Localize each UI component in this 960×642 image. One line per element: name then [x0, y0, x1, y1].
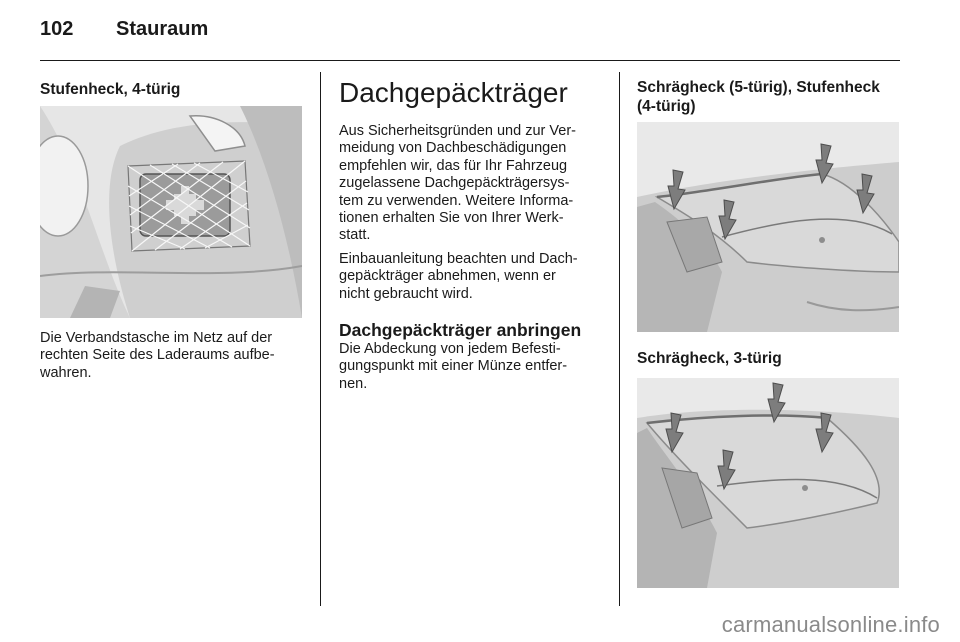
column-separator-1	[320, 72, 321, 606]
roof-rack-install-paragraph: Einbauanleitung beachten und Dach- gepäckträger abnehmen, wenn er nicht gebraucht wird.	[339, 251, 578, 302]
trunk-section-heading: Stufenheck, 4-türig	[40, 81, 181, 98]
watermark: carmanualsonline.info	[721, 612, 940, 637]
roof-rack-title: Dachgepäckträger	[339, 77, 568, 108]
roof-rack-mount-paragraph: Die Abdeckung von jedem Befesti- gungspunkt mit einer Münze entfer- nen.	[339, 341, 568, 392]
column-separator-2	[619, 72, 620, 606]
roof-rack-mount-heading: Dachgepäckträger anbringen	[339, 320, 582, 340]
hatchback-3door-heading: Schrägheck, 3-türig	[637, 350, 782, 367]
trunk-first-aid-figure	[40, 106, 302, 318]
roof-3door-figure	[637, 378, 899, 588]
roof-5door-figure	[637, 122, 899, 332]
chapter-title: Stauraum	[116, 18, 209, 40]
page-number: 102	[40, 18, 74, 40]
header-rule	[40, 60, 900, 61]
roof-rack-intro-paragraph: Aus Sicherheitsgründen und zur Ver- meidung von Dachbeschädigungen empfehlen wir, das für Ihr Fahrzeug zugelassene Dachgepäckträgersys- tem zu verwenden. Weitere Informa- tionen erhalten Sie von Ihrer Werk- statt.	[339, 123, 576, 244]
hatchback-5door-heading: Schrägheck (5-türig), Stufenheck (4-türig)	[637, 79, 880, 115]
trunk-caption: Die Verbandstasche im Netz auf der rechten Seite des Laderaums aufbe- wahren.	[40, 330, 275, 381]
